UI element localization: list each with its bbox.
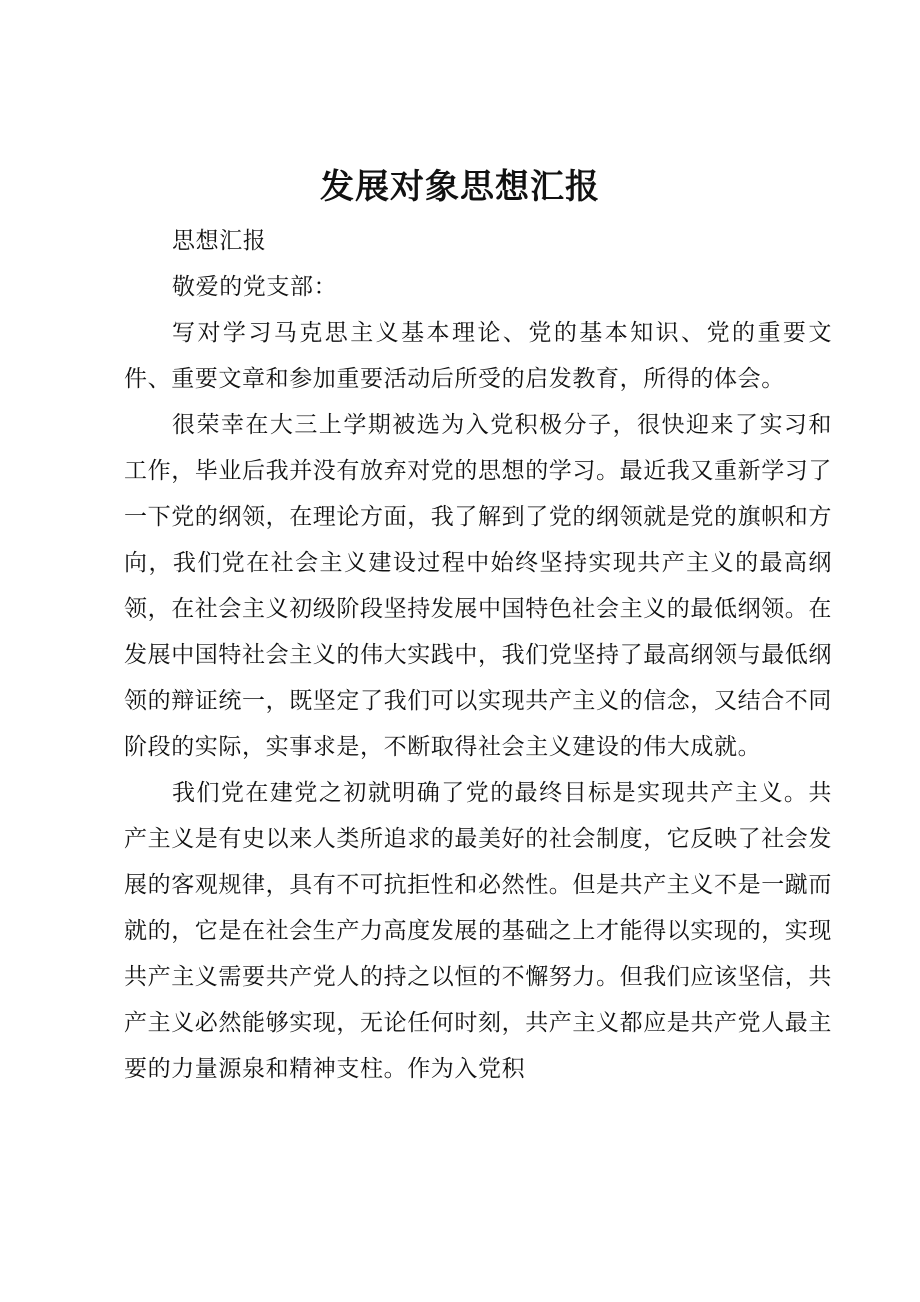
paragraph-intro: 写对学习马克思主义基本理论、党的基本知识、党的重要文件、重要文章和参加重要活动后所受的启发教育，所得的体会。 xyxy=(124,320,832,392)
paragraph-body-1: 很荣幸在大三上学期被选为入党积极分子，很快迎来了实习和工作，毕业后我并没有放弃对党的思想的学习。最近我又重新学习了一下党的纲领，在理论方面，我了解到了党的纲领就是党的旗帜和方向，我们党在社会主义建设过程中始终坚持实现共产主义的最高纲领，在社会主义初级阶段坚持发展中国特色社会主义的最低纲领。在发展中国特社会主义的伟大实践中，我们党坚持了最高纲领与最低纲领的辩证统一，既坚定了我们可以实现共产主义的信念，又结合不同阶段的实际，实事求是，不断取得社会主义建设的伟大成就。 xyxy=(124,412,832,760)
paragraph-heading: 思想汇报 xyxy=(172,228,267,254)
paragraph-body-2: 我们党在建党之初就明确了党的最终目标是实现共产主义。共产主义是有史以来人类所追求的最美好的社会制度，它反映了社会发展的客观规律，具有不可抗拒性和必然性。但是共产主义不是一蹴而就的，它是在社会生产力高度发展的基础之上才能得以实现的，实现共产主义需要共产党人的持之以恒的不懈努力。但我们应该坚信，共产主义必然能够实现，无论任何时刻，共产主义都应是共产党人最主要的力量源泉和精神支柱。作为入党积 xyxy=(124,780,832,1082)
document-title: 发展对象思想汇报 xyxy=(320,167,600,207)
paragraph-salutation: 敬爱的党支部： xyxy=(172,274,338,300)
document-body xyxy=(124,218,832,1092)
